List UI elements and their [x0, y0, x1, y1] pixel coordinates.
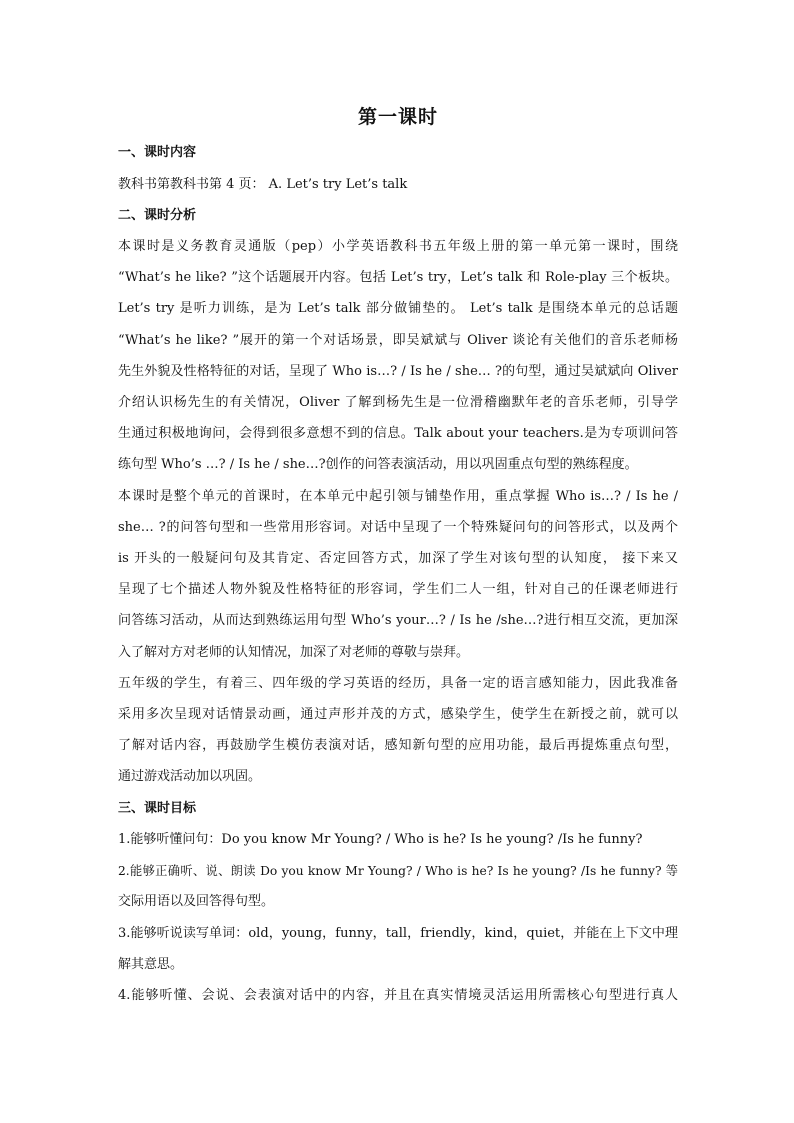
- paragraph-line: 本课时是整个单元的首课时，在本单元中起引领与铺垫作用，重点掌握 Who is…? / Is he /: [118, 489, 678, 504]
- paragraph-line: 练句型 Who’s …? / Is he / she…?创作的问答表演活动，用以巩固重点句型的熟练程度。: [118, 457, 638, 472]
- paragraph-line: she… ?的问答句型和一些常用形容词。对话中呈现了一个特殊疑问句的问答形式，以及两个: [118, 520, 678, 535]
- objective-line: 解其意思。: [118, 957, 184, 972]
- paragraph-line: 问答练习活动，从而达到熟练运用句型 Who’s your…? / Is he /she…?进行相互交流，更加深: [118, 613, 678, 628]
- paragraph-line: 通过游戏活动加以巩固。: [118, 769, 262, 784]
- objective-line: 3.能够听说读写单词：old，young，funny，tall，friendly，kind，quiet，并能在上下文中理: [118, 926, 678, 941]
- section-heading-objectives: 三、课时目标: [118, 801, 197, 816]
- paragraph-line: 介绍认识杨先生的有关情况，Oliver 了解到杨先生是一位滑稽幽默年老的音乐老师，引导学: [118, 395, 678, 410]
- paragraph-line: Let’s try 是听力训练，是为 Let’s talk 部分做铺垫的。 Let’s talk 是围绕本单元的总话题: [118, 301, 678, 316]
- objective-line: 2.能够正确听、说、朗读 Do you know Mr Young? / Who is he? Is he young? /Is he funny? 等: [118, 864, 678, 878]
- paragraph-line: 呈现了七个描述人物外貌及性格特征的形容词，学生们二人一组，针对自己的任课老师进行: [118, 582, 678, 597]
- page-title: 第一课时: [357, 106, 438, 128]
- paragraph-line: is 开头的一般疑问句及其肯定、否定回答方式，加深了学生对该句型的认知度， 接下来又: [118, 551, 678, 566]
- objective-line: 1.能够听懂问句：Do you know Mr Young? / Who is he? Is he young? /Is he funny?: [118, 832, 643, 847]
- paragraph-line: 本课时是义务教育灵通版（pep）小学英语教科书五年级上册的第一单元第一课时，围绕: [118, 239, 678, 254]
- paragraph-line: 教科书第教科书第 4 页： A. Let’s try Let’s talk: [118, 177, 408, 192]
- objective-line: 4.能够听懂、会说、会表演对话中的内容，并且在真实情境灵活运用所需核心句型进行真人: [118, 988, 678, 1003]
- paragraph-line: “What’s he like? ”这个话题展开内容。包括 Let’s try，Let’s talk 和 Role-play 三个板块。: [118, 270, 678, 285]
- paragraph-line: “What’s he like? ”展开的第一个对话场景，即吴斌斌与 Oliver 谈论有关他们的音乐老师杨: [118, 333, 678, 348]
- paragraph-line: 先生外貌及性格特征的对话，呈现了 Who is…? / Is he / she… ?的句型，通过吴斌斌向 Oliver: [118, 364, 678, 379]
- objective-line: 交际用语以及回答得句型。: [118, 894, 275, 909]
- section-heading-analysis: 二、课时分析: [118, 208, 197, 223]
- paragraph-line: 生通过积极地询问，会得到很多意想不到的信息。Talk about your teachers.是为专项训问答: [118, 426, 678, 441]
- paragraph-line: 采用多次呈现对话情景动画，通过声形并茂的方式，感染学生，使学生在新授之前，就可以: [118, 707, 678, 722]
- paragraph-line: 五年级的学生，有着三、四年级的学习英语的经历，具备一定的语言感知能力，因此我准备: [118, 676, 678, 691]
- paragraph-line: 入了解对方对老师的认知情况，加深了对老师的尊敬与崇拜。: [118, 645, 470, 660]
- paragraph-line: 了解对话内容，再鼓励学生模仿表演对话，感知新句型的应用功能，最后再提炼重点句型，: [118, 738, 678, 753]
- section-heading-content: 一、课时内容: [118, 145, 197, 160]
